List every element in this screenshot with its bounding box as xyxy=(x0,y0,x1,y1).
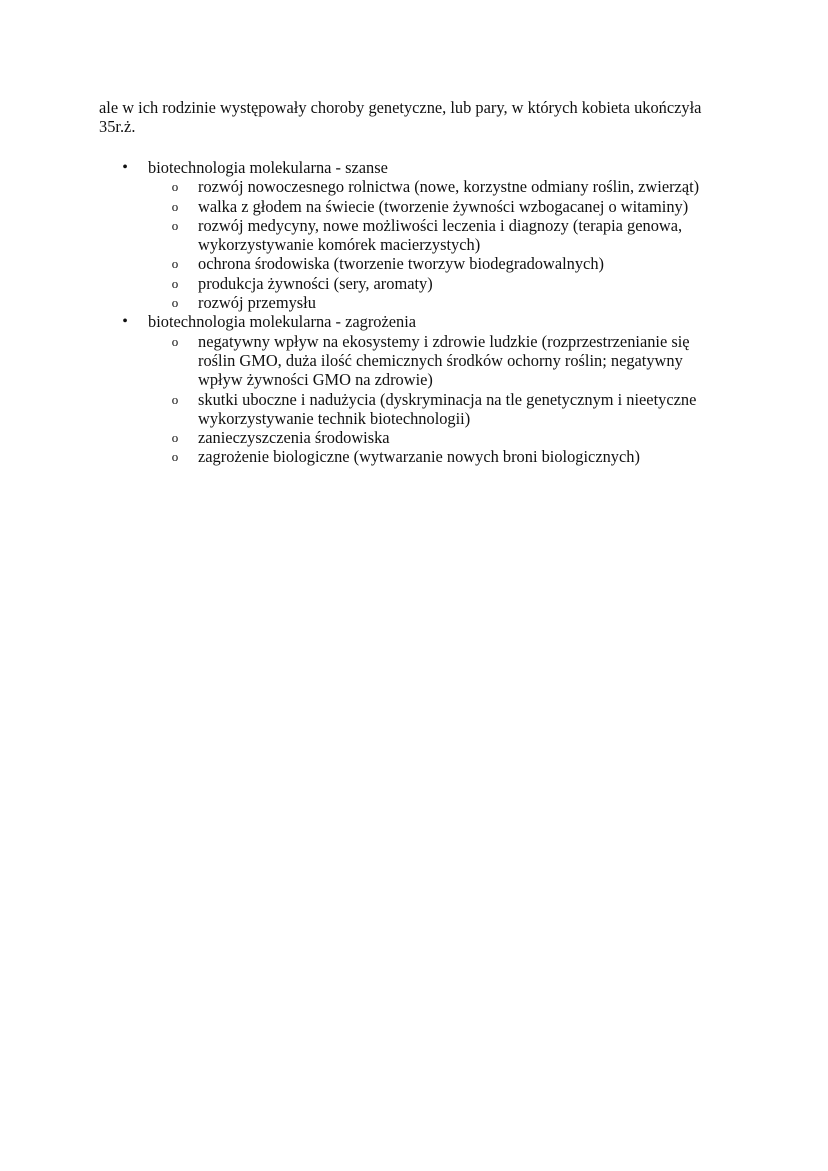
list-item-text-line: wykorzystywanie technik biotechnologii) xyxy=(198,408,471,428)
list-item-text-line: skutki uboczne i nadużycia (dyskryminacja na tle genetycznym i nieetyczne xyxy=(198,389,697,409)
list-item-text-line: ochrona środowiska (tworzenie tworzyw biodegradowalnych) xyxy=(198,254,604,274)
list-item-text-line: zagrożenie biologiczne (wytwarzanie nowych broni biologicznych) xyxy=(198,447,640,467)
hollow-circle-bullet-icon: o xyxy=(171,430,179,446)
list-item-text-line: rozwój medycyny, nowe możliwości leczenia i diagnozy (terapia genowa, xyxy=(198,215,683,235)
list-item xyxy=(148,390,739,429)
list-item xyxy=(148,293,739,312)
list-item-text-line: roślin GMO, duża ilość chemicznych środków ochorny roślin; negatywny xyxy=(198,350,683,370)
list-item xyxy=(148,274,739,293)
bullet-icon: • xyxy=(122,313,128,331)
list-item xyxy=(148,254,739,273)
section-heading: biotechnologia molekularna - szanse xyxy=(148,158,388,177)
sub-list xyxy=(148,177,739,312)
bullet-icon: • xyxy=(122,159,128,176)
list-item-text-line: zanieczyszczenia środowiska xyxy=(198,428,390,448)
list-item-text-line: produkcja żywności (sery, aromaty) xyxy=(198,273,433,293)
list-item xyxy=(148,428,739,447)
section-item xyxy=(99,312,739,466)
list-item xyxy=(148,447,739,466)
list-item xyxy=(148,177,739,196)
hollow-circle-bullet-icon: o xyxy=(171,295,179,311)
list-item-text-line: rozwój przemysłu xyxy=(198,293,316,313)
intro-paragraph xyxy=(99,98,739,137)
list-item xyxy=(148,216,739,255)
hollow-circle-bullet-icon: o xyxy=(171,179,179,195)
hollow-circle-bullet-icon: o xyxy=(171,391,179,407)
list-item-text-line: wykorzystywanie komórek macierzystych) xyxy=(198,235,481,255)
list-item-text-line: wpływ żywności GMO na zdrowie) xyxy=(198,370,433,390)
hollow-circle-bullet-icon: o xyxy=(171,198,179,214)
intro-line-1: ale w ich rodzinie występowały choroby genetyczne, lub pary, w których kobieta ukończyła xyxy=(99,98,702,117)
list-item-text-line: negatywny wpływ na ekosystemy i zdrowie ludzkie (rozprzestrzenianie się xyxy=(198,331,690,351)
hollow-circle-bullet-icon: o xyxy=(171,333,179,349)
hollow-circle-bullet-icon: o xyxy=(171,449,179,465)
sub-list xyxy=(148,332,739,467)
list-item-text-line: rozwój nowoczesnego rolnictwa (nowe, korzystne odmiany roślin, zwierząt) xyxy=(198,177,700,197)
list-item xyxy=(148,197,739,216)
bullet-list xyxy=(99,158,739,467)
hollow-circle-bullet-icon: o xyxy=(171,256,179,272)
hollow-circle-bullet-icon: o xyxy=(171,217,179,233)
intro-line-2: 35r.ż. xyxy=(99,117,136,137)
list-item xyxy=(148,332,739,390)
list-item-text-line: walka z głodem na świecie (tworzenie żywności wzbogacanej o witaminy) xyxy=(198,196,689,216)
hollow-circle-bullet-icon: o xyxy=(171,275,179,291)
section-item xyxy=(99,158,739,312)
section-heading: biotechnologia molekularna - zagrożenia xyxy=(148,312,417,332)
